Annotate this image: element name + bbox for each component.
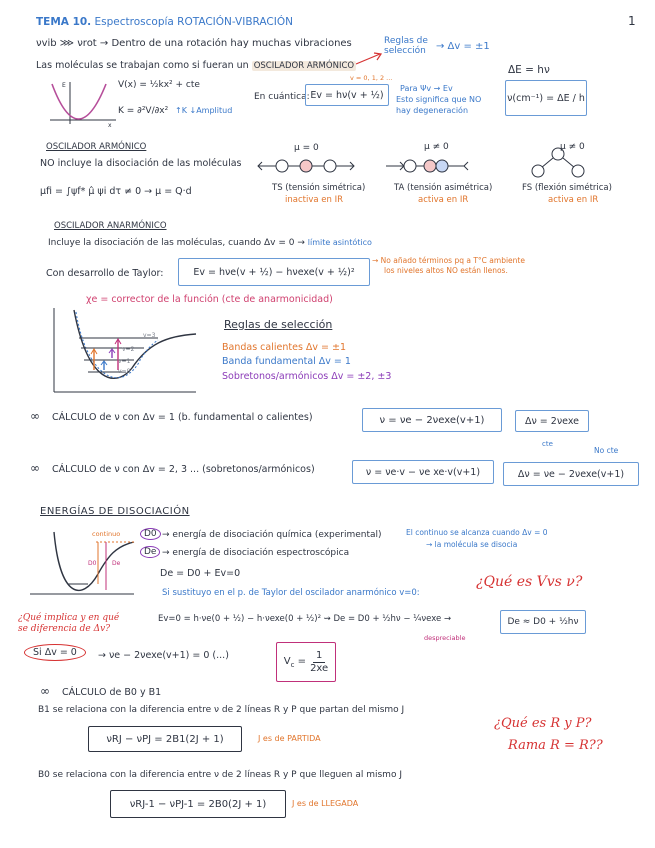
calc1-formula: ν = νe − 2νexe(v+1) [379,414,485,426]
rules-title: Reglas de selección [224,318,333,331]
axis-x-label: x [108,122,112,129]
k-equation: K = ∂²V/∂x² [118,106,169,116]
axis-e-label: E [62,82,66,89]
nu-formula-box [505,80,587,116]
harmonic-title: OSCILADOR ARMÓNICO [46,142,147,152]
arrow-icon [354,52,384,66]
b0-formula: νRJ-1 − νPJ-1 = 2B0(2J + 1) [129,798,267,810]
question-ryp-1: ¿Qué es R y P? [494,716,592,731]
selection-rules-label: Reglas de selección [384,36,428,56]
b0-formula-box [110,790,286,818]
graph-d0-label: D0 [88,560,97,567]
ts-activity: inactiva en IR [285,195,343,205]
b1-formula-box [88,726,242,752]
calc2-nocte: No cte [594,446,619,455]
calc2-delta: Δν = νe − 2νexe(v+1) [517,468,625,480]
vc-formula [284,650,328,675]
taylor-label: Con desarrollo de Taylor: [46,268,164,279]
de-symbol: De [140,546,160,558]
calc2-delta-box [503,462,639,486]
graph-de-label: De [112,560,121,567]
calc1-delta-box [515,410,589,432]
quantum-label: En cuántica: [254,92,310,102]
rule-overtones: Sobretonos/armónicos Δv = ±2, ±3 [222,371,392,382]
calc1-label: CÁLCULO de ν con Δv = 1 (b. fundamental o calientes) [52,412,313,423]
tema-label: TEMA 10. [36,16,92,28]
taylor-side-note-1: → No añado términos pq a T°C ambiente [372,256,525,265]
rot-bullet: ∞ [40,684,50,698]
de-text: → energía de disociación espectroscópica [162,548,350,558]
de-approx-box [500,610,586,634]
fs-mu: μ ≠ 0 [560,142,585,152]
si-dv-formula: → νe − 2νexe(v+1) = 0 (...) [98,650,229,661]
para-text-1: Para Ψv → Ev [400,84,453,93]
xe-note: χe = corrector de la función (cte de anarmonicidad) [86,294,333,305]
selection-rules-value: → Δv = ±1 [436,41,490,52]
fs-activity: activa en IR [548,195,599,205]
potential-equation: V(x) = ½kx² + cte [118,80,200,90]
calc2-bullet: ∞ [30,461,40,475]
harmonic-potential-graph [42,80,118,130]
b1-text: B1 se relaciona con la diferencia entre ν de 2 líneas R y P que partan del mismo J [38,705,405,715]
calc2-label: CÁLCULO de ν con Δv = 2, 3 ... (sobretonos/armónicos) [52,464,315,475]
rule-fundamental: Banda fundamental Δv = 1 [222,356,351,367]
calc2-formula: ν = νe·v − νe xe·v(v+1) [365,466,481,478]
b0-text: B0 se relaciona con la diferencia entre ν de 2 líneas R y P que lleguen al mismo J [38,770,402,780]
continuo-note-1: El continuo se alcanza cuando Δv = 0 [406,528,548,537]
para-text-3: hay degeneración [396,106,469,115]
harmonic-note: NO incluye la disociación de las moléculas [40,158,242,169]
vc-fraction [310,650,328,675]
ts-molecule-diagram [256,156,356,176]
oscillator-highlight: OSCILADOR ARMÓNICO [253,61,355,71]
v-levels: v = 0, 1, 2 ... [350,74,393,82]
ts-name: TS (tensión simétrica) [272,183,366,193]
level-v1: v=1 [118,358,131,365]
level-v3: v=3 [143,332,156,339]
vc-numerator: 1 [313,650,325,663]
calc1-bullet: ∞ [30,409,40,423]
de-equation: De = D0 + Ev=0 [160,568,241,579]
vc-lhs: $V_c$ = [283,655,307,669]
dissociation-title: ENERGÍAS DE DISOCIACIÓN [40,506,190,517]
dipole-integral: μfi = ∫ψf* μ̂ ψi dτ ≠ 0 → μ = Q·d [40,186,192,197]
calc1-cte: cte [542,440,553,448]
energy-formula: Ev = hν(v + ½) [310,89,384,101]
question-ryp-2: Rama R = R?? [508,738,603,753]
vc-denominator: 2xe [310,662,329,674]
level-v2: v=2 [122,346,135,353]
continuo-label: continuo [92,530,121,538]
ta-molecule-diagram [384,156,484,176]
d0-text: → energía de disociación química (experimental) [162,530,382,540]
oscillator-text: Las moléculas se trabajan como si fueran un [36,60,249,71]
ta-mu: μ ≠ 0 [424,142,449,152]
ta-name: TA (tensión asimétrica) [394,183,493,193]
ta-activity: activa en IR [418,195,469,205]
b1-note: J es de PARTIDA [258,734,321,743]
calc1-delta: Δν = 2νexe [524,415,579,427]
si-dv-label: Si Δv = 0 [24,644,86,661]
energy-formula-box [305,84,389,106]
asymptotic-limit: límite asintótico [307,238,372,247]
rotational-title: CÁLCULO de B0 y B1 [62,687,162,698]
vc-formula-box [276,642,336,682]
question-vvs: ¿Qué es Vvs ν? [476,574,583,590]
taylor-side-note-2: los niveles altos NO están llenos. [384,266,508,275]
vib-rot-note: νvib ⋙ νrot → Dentro de una rotación hay muchas vibraciones [36,38,352,49]
nu-formula: ν(cm⁻¹) = ΔE / h [507,92,585,104]
calc1-formula-box [362,408,502,432]
calc2-formula-box [352,460,494,484]
rule-hot-bands: Bandas calientes Δv = ±1 [222,342,347,353]
b1-formula: νRJ − νPJ = 2B1(2J + 1) [106,733,224,745]
anharmonic-title: OSCILADOR ANARMÓNICO [54,221,167,231]
question-implica: ¿Qué implica y en qué se diferencia de Δv? [18,613,120,634]
fs-name: FS (flexión simétrica) [522,183,612,193]
continuo-note-2: → la molécula se disocia [426,540,518,549]
level-v0: v=0 [118,368,131,375]
anharmonic-note-text: Incluye la disociación de las moléculas, cuando Δv = 0 → [48,238,305,248]
ts-mu: μ = 0 [294,143,319,153]
d0-symbol: D0 [140,528,161,540]
taylor-formula-box [178,258,370,286]
anharmonic-note [48,238,372,248]
de-approx: De ≈ D0 + ½hν [507,617,579,627]
ev0-formula: Ev=0 = h·νe(0 + ½) − h·νexe(0 + ½)² ⇝ De = D0 + ½hν − ¼νexe → [158,614,452,624]
oscillator-note [36,60,356,71]
k-note: ↑K ↓Amplitud [175,106,233,115]
tema-title: Espectroscopía ROTACIÓN-VIBRACIÓN [94,16,293,28]
despreciable-note: despreciable [424,634,466,642]
page-number: 1 [628,14,636,28]
para-text-2: Esto significa que NO [396,95,482,104]
page-title [36,16,293,28]
delta-e: ΔE = hν [508,64,550,76]
taylor-substitution: Si sustituyo en el p. de Taylor del oscilador anarmónico v=0: [162,588,420,598]
b0-note: J es de LLEGADA [292,799,359,808]
taylor-formula: Ev = hνe(v + ½) − hνexe(v + ½)² [193,266,355,278]
